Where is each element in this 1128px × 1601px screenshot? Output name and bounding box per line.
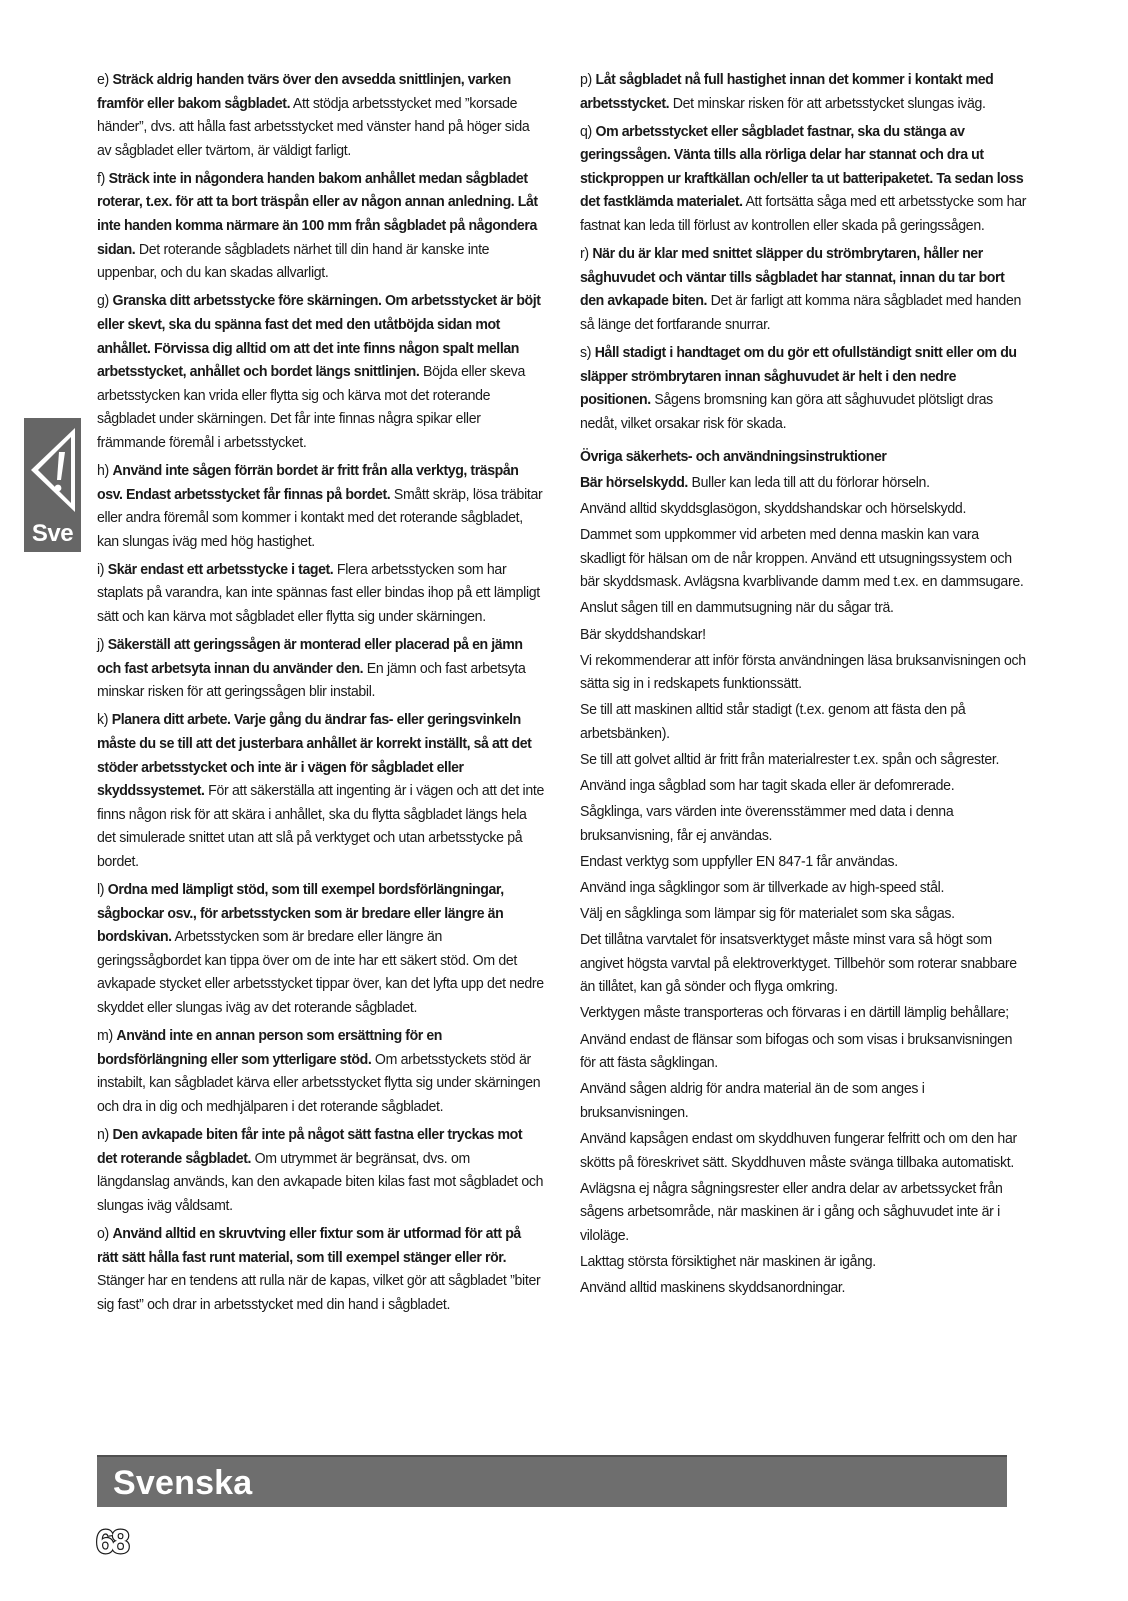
side-tab-label: Sve xyxy=(31,520,74,547)
safety-item-r xyxy=(580,242,1027,336)
note-paragraph xyxy=(580,800,1027,847)
bold-lead-text: Skär endast ett arbetsstycke i taget. xyxy=(107,560,334,578)
note-paragraph xyxy=(580,623,1027,647)
bold-lead-text: Låt sågbladet nå full hastighet innan det kommer i kontakt med arbetsstycket. xyxy=(580,71,994,112)
note-paragraph xyxy=(580,1028,1027,1075)
body-text: Lakttag största försiktighet när maskinen är igång. xyxy=(580,1252,876,1270)
safety-item-e xyxy=(97,68,544,162)
right-column xyxy=(580,68,1028,1302)
right-column-items xyxy=(580,68,1028,435)
safety-item-o xyxy=(97,1222,544,1316)
note-paragraph xyxy=(580,850,1027,874)
body-text: Buller kan leda till att du förlorar hörseln. xyxy=(687,474,930,491)
left-column xyxy=(97,68,545,1321)
item-letter: q) xyxy=(580,122,596,140)
body-text: Att stödja arbetsstycket med ”korsade händer”, dvs. att hålla fast arbetsstycket med vänster hand på höger sida av sågbladet eller tvärtom, är väldigt farligt. xyxy=(97,94,530,159)
note-paragraph xyxy=(580,902,1027,926)
safety-item-n xyxy=(97,1123,544,1217)
body-text: Det tillåtna varvtalet för insatsverktyget måste minst vara så högt som angivet högsta varvtal på elektroverktyget. Tillbehör som roterar snabbare än tillåtet, kan gå sönder och flyga omkring. xyxy=(580,931,1017,996)
body-text: Att fortsätta såga med ett arbetsstycke som har fastnat kan leda till förlust av kontrollen eller skada på geringssågen. xyxy=(580,193,1027,235)
body-text: Smått skräp, lösa träbitar eller andra föremål som kommer i kontakt med det roterande sågbladet, kan slungas iväg med hög hastighet. xyxy=(97,485,543,550)
bold-lead-text: Om arbetsstycket eller sågbladet fastnar, ska du stänga av geringssågen. Vänta tills alla rörliga delar har stannat och dra ut stickproppen ur kraftkällan och/eller ta ut batteripaketet. Ta sedan loss det fastklämda materialet. xyxy=(580,122,1024,211)
note-paragraph xyxy=(580,748,1027,772)
safety-item-f xyxy=(97,167,544,285)
body-text: En jämn och fast arbetsyta minskar risken för att geringssågen blir instabil. xyxy=(97,659,526,701)
note-paragraph xyxy=(580,1177,1027,1248)
item-letter: r) xyxy=(580,245,593,263)
note-paragraph xyxy=(580,523,1027,594)
bold-lead-text: Använd inte en annan person som ersättning för en bordsförlängning eller som ytterligare stöd. xyxy=(97,1027,443,1068)
body-text: Arbetsstycken som är bredare eller längre än geringssågbordet kan tippa över om de inte har ett säkert stöd. Om det avkapade stycket eller arbetsstycket tippar över, kan det lyfta upp det nedre skyddet eller slungas iväg av det roterande sågbladet. xyxy=(97,928,544,1017)
bold-lead-text: Använd inte sågen förrän bordet är fritt från alla verktyg, träspån osv. Endast arbetsstycket får finnas på bordet. xyxy=(97,462,519,503)
body-text: Se till att maskinen alltid står stadigt (t.ex. genom att fästa den på arbetsbänken). xyxy=(580,701,966,742)
body-text: Använd sågen aldrig för andra material än de som anges i bruksanvisningen. xyxy=(580,1080,925,1121)
safety-item-k xyxy=(97,708,544,873)
body-text: Dammet som uppkommer vid arbeten med denna maskin kan vara skadligt för hälsan om de når kroppen. Använd ett utsugningssystem och bär skyddsmask. Avlägsna kvarblivande damm med t.ex. en dammsugare. xyxy=(580,526,1024,591)
item-letter: m) xyxy=(97,1027,117,1045)
safety-item-q xyxy=(580,120,1027,238)
body-text: Använd kapsågen endast om skyddhuven fungerar felfritt och om den har skötts på föreskrivet sätt. Skyddhuven måste svänga tillbaka automatiskt. xyxy=(580,1129,1017,1171)
right-column-notes xyxy=(580,471,1028,1300)
body-text: Det roterande sågbladets närhet till din hand är kanske inte uppenbar, och du kan skadas allvarligt. xyxy=(97,240,490,282)
warning-triangle-icon xyxy=(28,424,77,516)
note-paragraph xyxy=(580,497,1027,521)
body-text: Flera arbetsstycken som har staplats på varandra, kan inte spännas fast eller bindas ihop på ett lämpligt sätt och kan kärva mot sågbladet eller flytta sig under skärningen. xyxy=(97,560,540,626)
body-text: Använd endast de flänsar som bifogas och som visas i bruksanvisningen för att fästa sågklingan. xyxy=(580,1030,1013,1072)
section-heading: Övriga säkerhets- och användningsinstruktioner xyxy=(580,448,887,466)
body-text: Använd alltid skyddsglasögon, skyddshandskar och hörselskydd. xyxy=(580,500,967,518)
item-letter: j) xyxy=(97,636,108,654)
item-letter: s) xyxy=(580,344,595,362)
safety-item-g xyxy=(97,289,544,454)
item-letter: n) xyxy=(97,1126,113,1144)
body-text: Verktygen måste transporteras och förvaras i en därtill lämplig behållare; xyxy=(580,1004,1009,1022)
safety-item-j xyxy=(97,633,544,704)
bold-lead-text: Använd alltid en skruvtving eller fixtur som är utformad för att på rätt sätt hålla fast runt material, som till exempel stänger eller rör. xyxy=(97,1224,521,1266)
bold-lead-text: Granska ditt arbetsstycke före skärningen. Om arbetsstycket är böjt eller skevt, ska du spänna fast det med den utåtböjda sidan mot anhållet. Förvissa dig alltid om att det inte finns någon spalt mellan arbetsstycket, anhållet och bordet längs snittlinjen. xyxy=(97,292,541,381)
note-paragraph xyxy=(580,876,1027,900)
footer-title: Svenska xyxy=(113,1464,253,1502)
body-text: Bär skyddshandskar! xyxy=(580,625,706,643)
body-text: Använd inga sågblad som har tagit skada eller är defomrerade. xyxy=(580,777,955,795)
bold-lead-text: Sträck inte in någondera handen bakom anhållet medan sågbladet roterar, t.ex. för att ta bort träspån eller av någon annan anledning. Låt inte handen komma närmare än 100 mm från sågbladet på någondera sidan. xyxy=(97,169,538,258)
note-paragraph xyxy=(580,1127,1027,1174)
note-paragraph xyxy=(580,471,1027,495)
item-letter: p) xyxy=(580,71,596,88)
safety-item-i xyxy=(97,558,544,629)
body-text: Avlägsna ej några sågningsrester eller andra delar av arbetssycket från sågens arbetsområde, när maskinen är i gång och såghuvudet inte är i viloläge. xyxy=(580,1179,1003,1244)
bold-lead-text: Håll stadigt i handtaget om du gör ett ofullständigt snitt eller om du släpper strömbrytaren innan såghuvudet är helt i den nedre positionen. xyxy=(580,344,1017,409)
safety-item-s xyxy=(580,341,1027,435)
item-letter: l) xyxy=(97,881,108,899)
bold-lead-text: Den avkapade biten får inte på något sätt fastna eller tryckas mot det roterande sågbladet. xyxy=(97,1126,523,1167)
body-text: Endast verktyg som uppfyller EN 847-1 får användas. xyxy=(580,852,898,870)
note-paragraph xyxy=(580,774,1027,798)
item-letter: g) xyxy=(97,292,113,310)
body-text: Det minskar risken för att arbetsstycket slungas iväg. xyxy=(669,94,986,112)
body-text: Om arbetsstyckets stöd är instabilt, kan sågbladet kärva eller arbetsstycket flytta sig under skärningen och dra in dig och medhjälparen i det roterande sågbladet. xyxy=(97,1050,541,1115)
body-text: Stänger har en tendens att rulla när de kapas, vilket gör att sågbladet ”biter sig fast” och drar in arbetsstycket med din hand i sågbladet. xyxy=(97,1272,541,1313)
body-text: Om utrymmet är begränsat, dvs. om längdanslag används, kan den avkapade biten kilas fast mot sågbladet och slungas iväg våldsamt. xyxy=(97,1149,544,1214)
page-number: 68 xyxy=(96,1523,127,1560)
body-text: Välj en sågklinga som lämpar sig för materialet som ska sågas. xyxy=(580,905,955,923)
body-text: Böjda eller skeva arbetsstycken kan vrida eller flytta sig och kärva mot det roterande sågbladet under skärningen. Det får inte finnas några spikar eller främmande föremål i arbetsstycket. xyxy=(97,363,526,451)
item-letter: f) xyxy=(97,169,109,187)
item-letter: k) xyxy=(97,711,112,729)
item-letter: e) xyxy=(97,71,113,88)
note-paragraph xyxy=(580,1001,1027,1025)
body-text: Se till att golvet alltid är fritt från materialrester t.ex. spån och sågrester. xyxy=(580,751,1000,769)
footer-banner xyxy=(97,1455,1007,1507)
body-text: Använd alltid maskinens skyddsanordningar. xyxy=(580,1279,846,1296)
bold-lead-text: När du är klar med snittet släpper du strömbrytaren, håller ner såghuvudet och väntar tills sågbladet har stannat, innan du tar bort den avkapade biten. xyxy=(580,245,1005,310)
body-text: Använd inga sågklingor som är tillverkade av high-speed stål. xyxy=(580,879,945,896)
bold-lead-text: Sträck aldrig handen tvärs över den avsedda snittlinjen, varken framför eller bakom sågbladet. xyxy=(97,71,511,112)
body-text: Sågklinga, vars värden inte överensstämmer med data i denna bruksanvisning, får ej användas. xyxy=(580,803,954,844)
note-paragraph xyxy=(580,1077,1027,1124)
body-text: Vi rekommenderar att inför första användningen läsa bruksanvisningen och sätta sig in i redskapets funktionssätt. xyxy=(580,651,1026,693)
bold-lead-text: Säkerställ att geringssågen är monterad eller placerad på en jämn och fast arbetsyta innan du använder den. xyxy=(97,636,523,677)
note-paragraph xyxy=(580,1276,1027,1300)
safety-item-l xyxy=(97,878,544,1020)
bold-lead-text: Planera ditt arbete. Varje gång du ändrar fas- eller geringsvinkeln måste du se till att det justerbara anhållet är korrekt inställt, så att det stöder arbetsstycket och inte är i vägen för sågbladet eller skyddssystemet. xyxy=(97,711,532,800)
note-paragraph xyxy=(580,698,1027,745)
note-paragraph xyxy=(580,1250,1027,1274)
item-letter: h) xyxy=(97,462,113,479)
body-text: Det är farligt att komma nära sågbladet med handen så länge det fortfarande snurrar. xyxy=(580,292,1022,333)
body-text: Anslut sågen till en dammutsugning när du sågar trä. xyxy=(580,599,894,617)
item-letter: o) xyxy=(97,1224,113,1242)
body-text: Sågens bromsning kan göra att såghuvudet plötsligt dras nedåt, vilket orsakar risk för skada. xyxy=(580,391,993,432)
bold-lead-text: Ordna med lämpligt stöd, som till exempel bordsförlängningar, sågbockar osv., för arbetsstycken som är bredare eller längre än bordskivan. xyxy=(97,881,504,946)
note-paragraph xyxy=(580,596,1027,620)
bold-lead-text: Bär hörselskydd. xyxy=(580,474,688,491)
safety-item-m xyxy=(97,1024,544,1118)
note-paragraph xyxy=(580,928,1027,999)
item-letter: i) xyxy=(97,560,108,578)
safety-item-h xyxy=(97,459,544,553)
body-text: För att säkerställa att ingenting är i vägen och att det inte finns någon risk för att skära i anhållet, ska du flytta sågbladet längs hela det simulerade snittet utan att slå på verktyget och utan arbetsstycke på bordet. xyxy=(97,782,544,870)
note-paragraph xyxy=(580,649,1027,696)
safety-item-p xyxy=(580,68,1027,115)
language-side-tab xyxy=(24,418,81,552)
